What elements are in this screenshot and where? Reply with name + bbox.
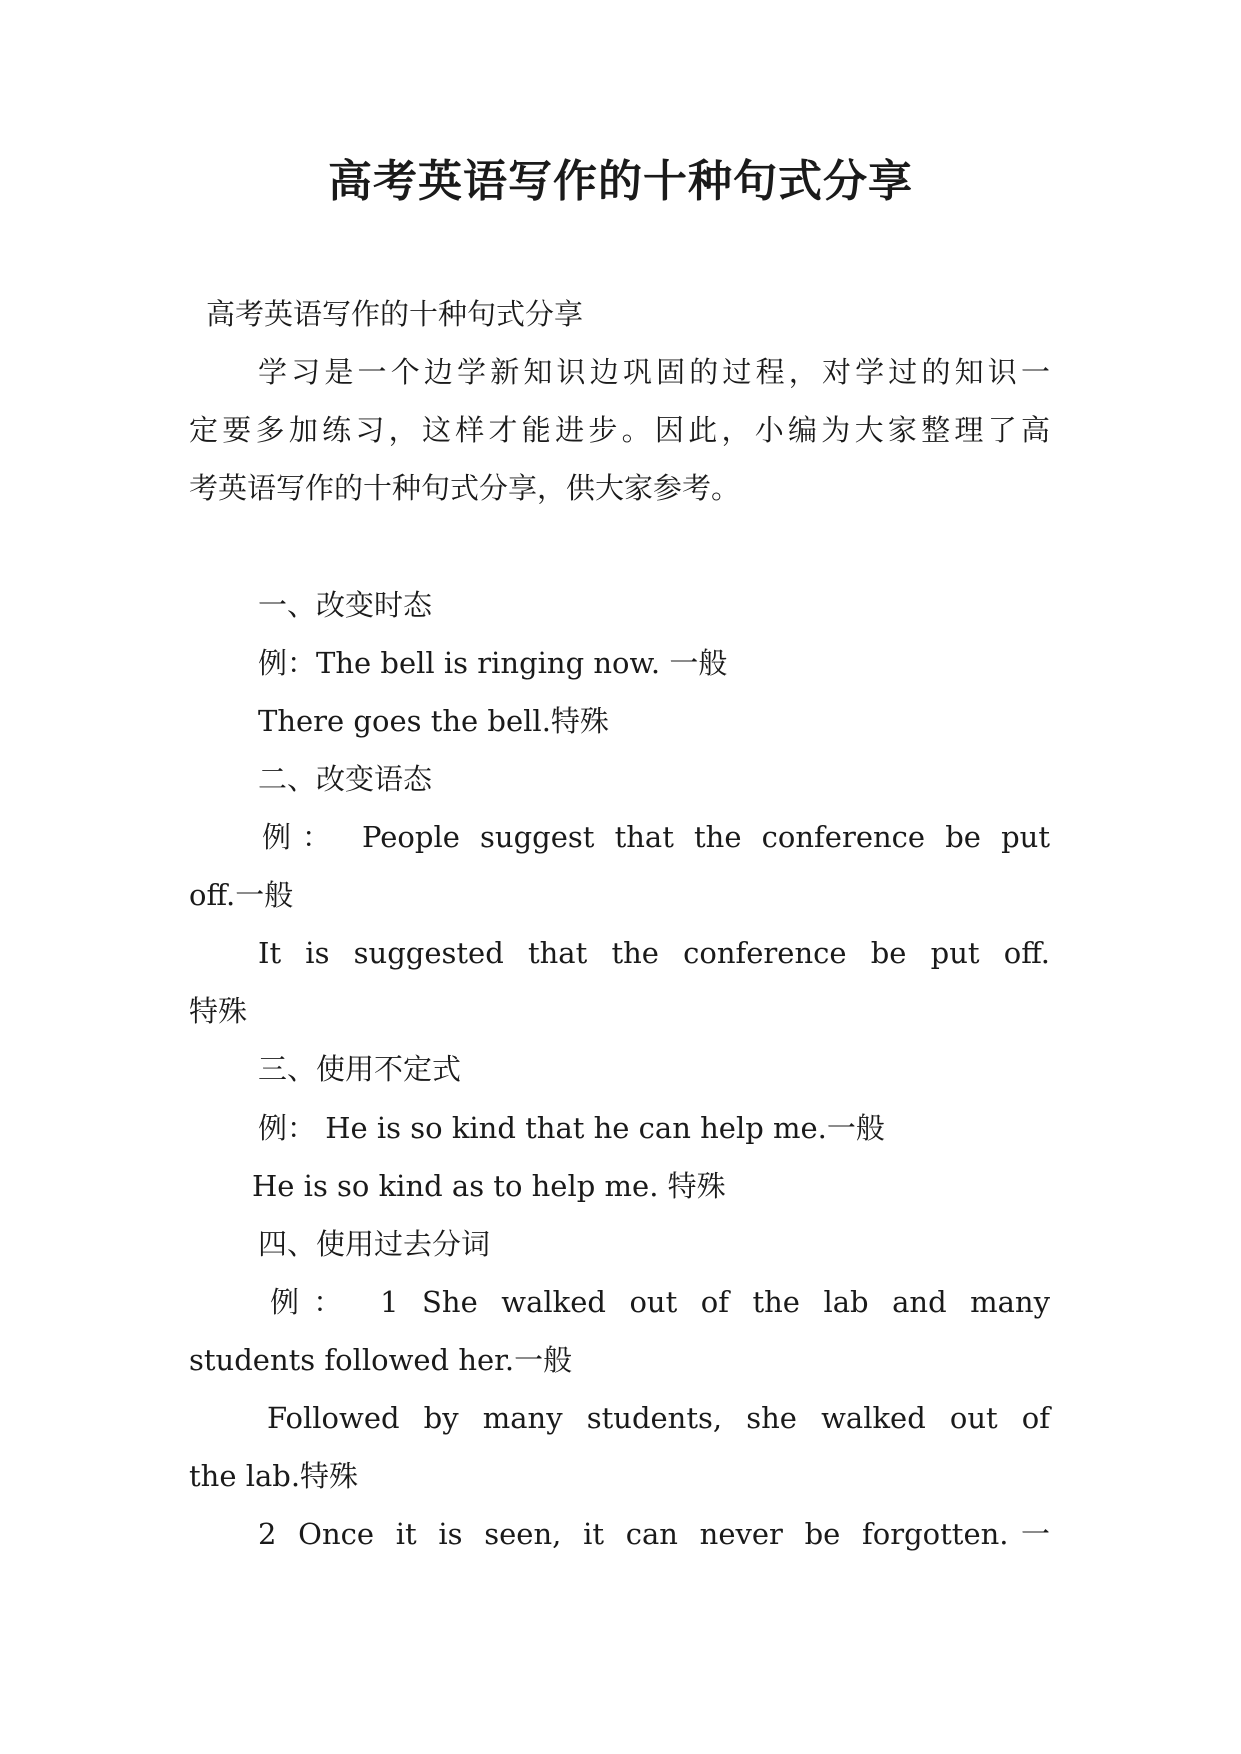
section-heading: 一、改变时态 xyxy=(258,588,433,622)
example-line: There goes the bell.特殊 xyxy=(258,704,609,738)
example-line: the lab.特殊 xyxy=(189,1459,359,1493)
paragraph-line: 学习是一个边学新知识边巩固的过程，对学过的知识一 xyxy=(258,355,1050,389)
example-line: 特殊 xyxy=(189,994,248,1028)
example-line: He is so kind as to help me. 特殊 xyxy=(252,1169,726,1203)
section-heading: 三、使用不定式 xyxy=(258,1052,462,1086)
example-line: 2 Once it is seen, it can never be forgotten.一 xyxy=(258,1517,1050,1551)
example-line: 例： 1 She walked out of the lab and many xyxy=(270,1285,1050,1319)
intro-heading: 高考英语写作的十种句式分享 xyxy=(206,297,584,331)
example-line: off.一般 xyxy=(189,878,294,912)
paragraph-line: 考英语写作的十种句式分享，供大家参考。 xyxy=(189,471,741,505)
example-line: It is suggested that the conference be put off. xyxy=(258,936,1050,970)
example-line: 例： People suggest that the conference be put xyxy=(262,820,1050,854)
document-title: 高考英语写作的十种句式分享 xyxy=(328,156,913,207)
section-heading: 四、使用过去分词 xyxy=(258,1227,491,1261)
example-line: 例：The bell is ringing now. 一般 xyxy=(258,646,728,680)
section-heading: 二、改变语态 xyxy=(258,762,433,796)
example-line: 例： He is so kind that he can help me.一般 xyxy=(258,1111,885,1145)
example-line: Followed by many students, she walked out of xyxy=(267,1401,1050,1435)
example-line: students followed her.一般 xyxy=(189,1343,573,1377)
paragraph-line: 定要多加练习，这样才能进步。因此，小编为大家整理了高 xyxy=(189,413,1050,447)
